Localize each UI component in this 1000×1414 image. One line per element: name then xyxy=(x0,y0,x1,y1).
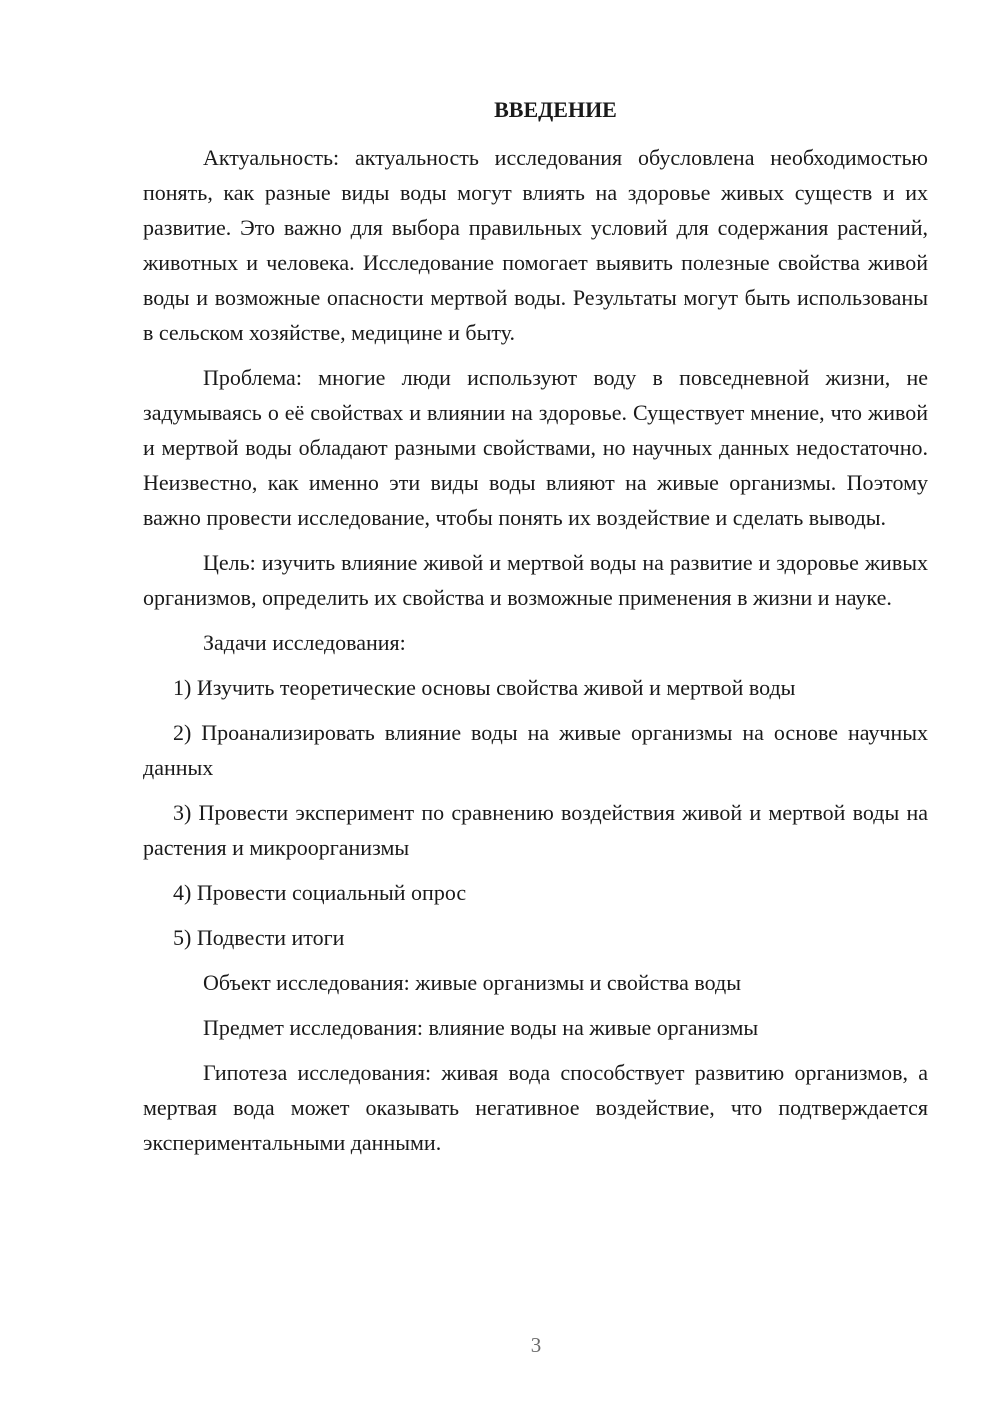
task-item-1: 1) Изучить теоретические основы свойства живой и мертвой воды xyxy=(173,675,796,700)
section-title: ВВЕДЕНИЕ xyxy=(494,97,617,122)
hypothesis-paragraph: Гипотеза исследования: живая вода способствует развитию организмов, а мертвая вода может оказывать негативное воздействие, что подтверждается экспериментальными данными. xyxy=(143,1060,928,1155)
object-paragraph: Объект исследования: живые организмы и свойства воды xyxy=(203,970,741,995)
task-item-5: 5) Подвести итоги xyxy=(173,925,345,950)
task-item-2: 2) Проанализировать влияние воды на живые организмы на основе научных данных xyxy=(143,720,928,780)
problem-paragraph: Проблема: многие люди используют воду в повседневной жизни, не задумываясь о её свойствах и влиянии на здоровье. Существует мнение, что живой и мертвой воды обладают разными свойствами, но научных данных недостаточно. Неизвестно, как именно эти виды воды влияют на живые организмы. Поэтому важно провести исследование, чтобы понять их воздействие и сделать выводы. xyxy=(143,365,928,530)
page-content xyxy=(143,92,928,1170)
page-number: 3 xyxy=(530,1333,542,1357)
task-item-3: 3) Провести эксперимент по сравнению воздействия живой и мертвой воды на растения и микроорганизмы xyxy=(143,800,928,860)
subject-paragraph: Предмет исследования: влияние воды на живые организмы xyxy=(203,1015,759,1040)
task-item-4: 4) Провести социальный опрос xyxy=(173,880,467,905)
tasks-heading: Задачи исследования: xyxy=(203,630,406,655)
relevance-paragraph: Актуальность: актуальность исследования обусловлена необходимостью понять, как разные виды воды могут влиять на здоровье живых существ и их развитие. Это важно для выбора правильных условий для содержания растений, животных и человека. Исследование помогает выявить полезные свойства живой воды и возможные опасности мертвой воды. Результаты могут быть использованы в сельском хозяйстве, медицине и быту. xyxy=(143,145,928,345)
goal-paragraph: Цель: изучить влияние живой и мертвой воды на развитие и здоровье живых организмов, определить их свойства и возможные применения в жизни и науке. xyxy=(143,550,928,610)
